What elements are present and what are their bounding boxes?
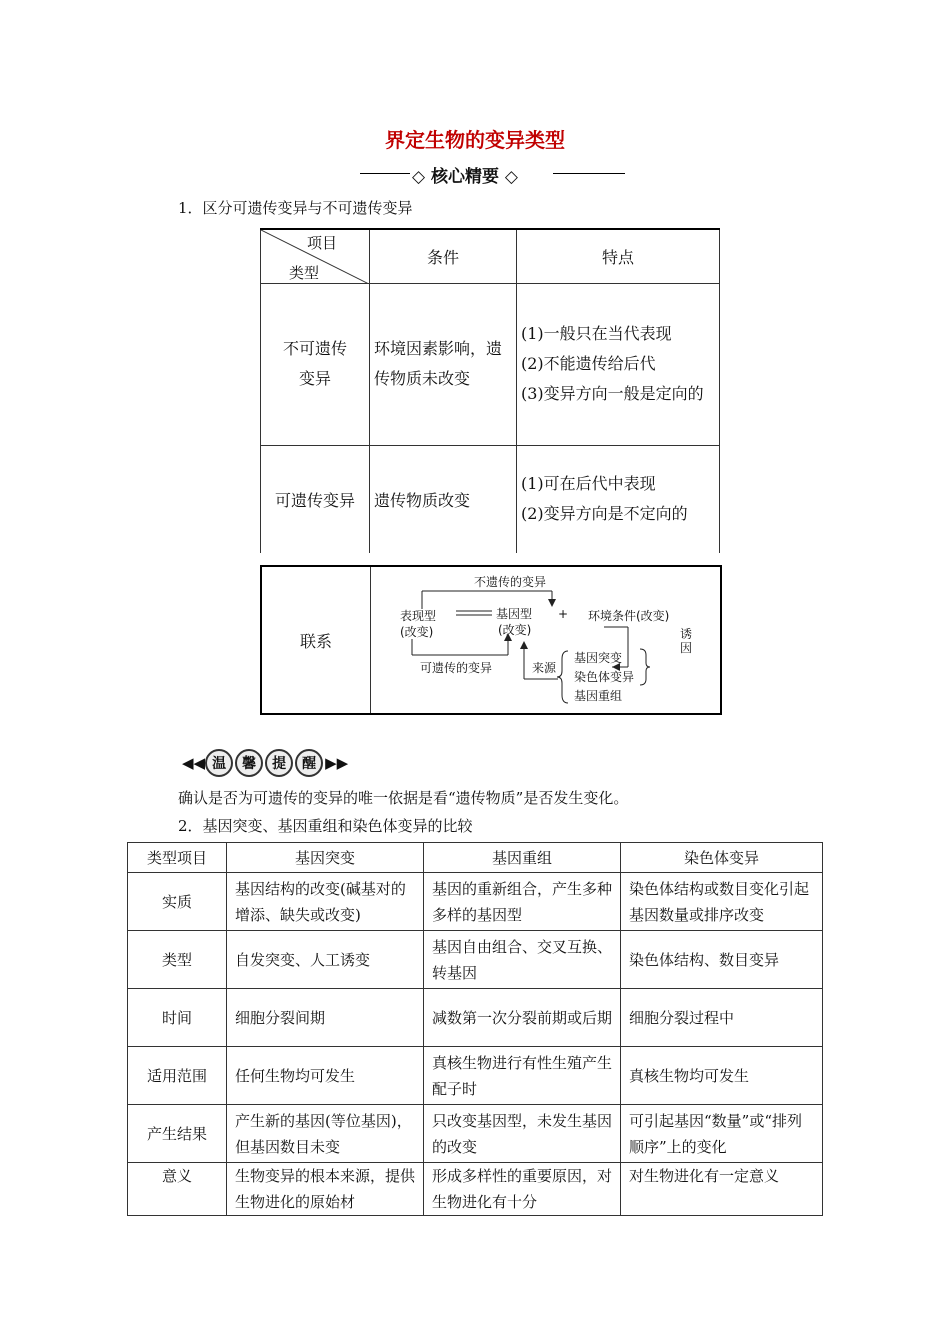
environment-label: 环境条件(改变) [588, 609, 670, 623]
heritable-label: 可遗传的变异 [420, 661, 493, 675]
row-label: 意义 [128, 1163, 227, 1216]
phenotype-sub: (改变) [400, 625, 434, 639]
table-cell: 染色体结构、数目变异 [621, 931, 823, 989]
link-label: 联系 [299, 632, 332, 651]
relationship-box [260, 565, 722, 715]
col-header: 染色体变异 [621, 843, 823, 873]
tips-banner [182, 749, 348, 777]
double-right-arrow-icon: ▶▶ [325, 754, 349, 772]
page-title: 界定生物的变异类型 [385, 128, 565, 152]
header-left-label: 类型 [289, 264, 320, 282]
row-label: 类型 [128, 931, 227, 989]
header-top-label: 项目 [307, 234, 338, 252]
comparison-table [127, 842, 823, 1216]
row-label: 实质 [128, 873, 227, 931]
row-label: 时间 [128, 989, 227, 1047]
source-label: 来源 [532, 661, 557, 675]
col-condition-header: 条件 [370, 229, 517, 283]
table-cell: 细胞分裂间期 [227, 989, 424, 1047]
plus-sign: + [558, 607, 569, 621]
feature-line: (1)可在后代中表现 [521, 474, 656, 494]
genotype-sub: (改变) [498, 623, 532, 637]
table-cell: 真核生物进行有性生殖产生配子时 [424, 1047, 621, 1105]
table-cell: 生物变异的根本来源，提供生物进化的原始材 [227, 1163, 424, 1216]
table-row [261, 283, 720, 445]
feature-cell [517, 445, 720, 553]
induce-label: 诱因 [680, 627, 693, 655]
feature-line: (2)不能遗传给后代 [521, 354, 656, 373]
source-item: 染色体变异 [574, 670, 635, 684]
col-header: 类型项目 [128, 843, 227, 873]
table-row [128, 989, 823, 1047]
table-cell: 只改变基因型，未发生基因的改变 [424, 1105, 621, 1163]
feature-line: (3)变异方向一般是定向的 [521, 384, 704, 403]
heritability-table [260, 228, 720, 553]
row-label: 适用范围 [128, 1047, 227, 1105]
tips-text: 确认是否为可遗传的变异的唯一依据是看“遗传物质”是否发生变化。 [178, 789, 629, 807]
relationship-divider [370, 567, 371, 713]
item2-heading: 2．基因突变、基因重组和染色体变异的比较 [178, 817, 473, 835]
table-cell: 可引起基因“数量”或“排列顺序”上的变化 [621, 1105, 823, 1163]
table-cell: 基因结构的改变(碱基对的增添、缺失或改变) [227, 873, 424, 931]
row-label: 产生结果 [128, 1105, 227, 1163]
source-item: 基因重组 [574, 689, 623, 703]
table-row [128, 1163, 823, 1216]
table-cell: 基因的重新组合，产生多种多样的基因型 [424, 873, 621, 931]
table-cell: 基因自由组合、交叉互换、转基因 [424, 931, 621, 989]
table-row [261, 445, 720, 553]
table-row [128, 931, 823, 989]
tip-char: 提 [265, 749, 293, 777]
source-item: 基因突变 [574, 651, 623, 665]
table-row [128, 1105, 823, 1163]
table-cell: 染色体结构或数目变化引起基因数量或排序改变 [621, 873, 823, 931]
col-feature-header: 特点 [517, 229, 720, 283]
table-cell: 对生物进化有一定意义 [621, 1163, 823, 1216]
feature-line: (1)一般只在当代表现 [521, 324, 672, 343]
col-header: 基因突变 [227, 843, 424, 873]
section-header: ◇ 核心精要 ◇ [412, 167, 518, 187]
non-heritable-label: 不遗传的变异 [474, 575, 547, 589]
condition-cell: 遗传物质改变 [370, 445, 517, 553]
feature-cell [517, 283, 720, 445]
item1-heading: 1．区分可遗传变异与不可遗传变异 [178, 199, 413, 217]
table-cell: 产生新的基因(等位基因)，但基因数目未变 [227, 1105, 424, 1163]
table-cell: 任何生物均可发生 [227, 1047, 424, 1105]
col-header: 基因重组 [424, 843, 621, 873]
table-cell: 真核生物均可发生 [621, 1047, 823, 1105]
type-cell: 可遗传变异 [261, 445, 370, 553]
table-row [128, 1047, 823, 1105]
table-cell: 自发突变、人工诱变 [227, 931, 424, 989]
table-cell: 减数第一次分裂前期或后期 [424, 989, 621, 1047]
feature-line: (2)变异方向是不定向的 [521, 504, 688, 524]
tip-char: 醒 [295, 749, 323, 777]
condition-cell: 环境因素影响，遗传物质未改变 [370, 283, 517, 445]
diagonal-header-cell [261, 229, 370, 283]
tip-char: 馨 [235, 749, 263, 777]
table-row [128, 873, 823, 931]
table-cell: 形成多样性的重要原因，对生物进化有十分 [424, 1163, 621, 1216]
genotype-label: 基因型 [496, 607, 533, 621]
type-cell: 不可遗传变异 [261, 283, 370, 445]
header-rule-right [553, 173, 625, 174]
table-cell: 细胞分裂过程中 [621, 989, 823, 1047]
tip-char: 温 [205, 749, 233, 777]
double-left-arrow-icon: ◀◀ [182, 754, 206, 772]
phenotype-label: 表现型 [400, 609, 437, 623]
header-rule-left [360, 173, 410, 174]
